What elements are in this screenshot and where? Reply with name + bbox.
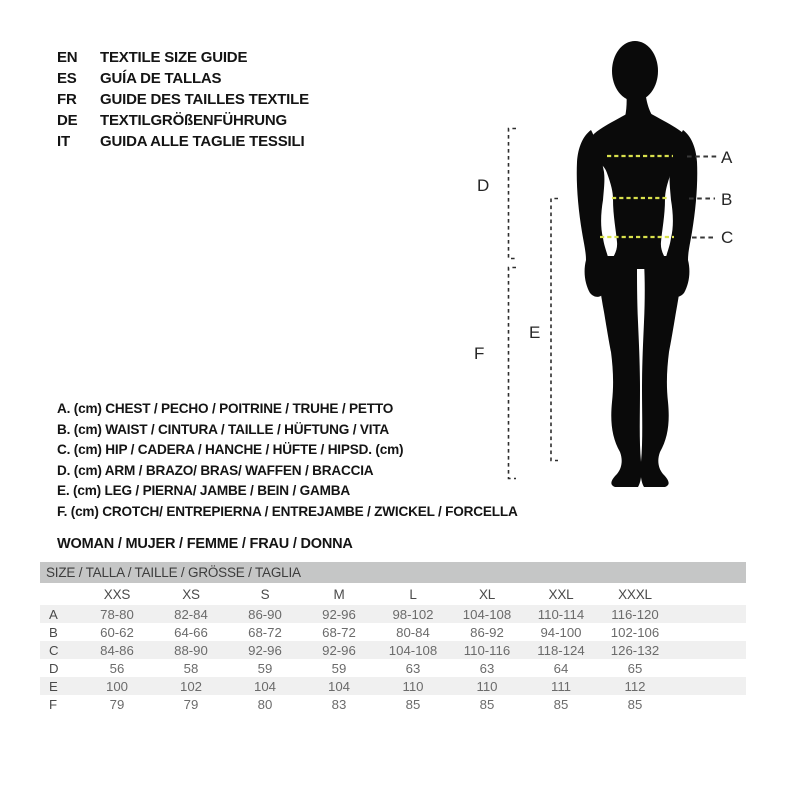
- cell: 80-84: [396, 624, 430, 640]
- size-header-empty: [40, 583, 80, 605]
- cell: 102: [179, 678, 202, 694]
- cell: 92-96: [322, 606, 356, 622]
- cell: 80: [257, 696, 273, 712]
- col-header-filler: [672, 583, 746, 605]
- row-label: A: [49, 606, 58, 622]
- col-header-xxl: XXL: [548, 586, 574, 602]
- row-label: E: [49, 678, 58, 694]
- row-label: D: [49, 660, 59, 676]
- cell: 126-132: [610, 642, 660, 658]
- language-row: [57, 47, 309, 68]
- col-header-s: S: [260, 586, 270, 602]
- label-waist-B: B: [721, 190, 733, 209]
- cell: 79: [183, 696, 199, 712]
- cell: 102-106: [610, 624, 660, 640]
- cell: 60-62: [100, 624, 134, 640]
- language-title: GUIDE DES TAILLES TEXTILE: [100, 91, 309, 108]
- cell-filler: [672, 605, 746, 623]
- col-header-xs: XS: [182, 586, 200, 602]
- col-header-xxxl: XXXL: [618, 586, 652, 602]
- language-title: GUÍA DE TALLAS: [100, 70, 222, 87]
- col-header-xl: XL: [478, 586, 496, 602]
- label-chest-A: A: [721, 148, 733, 167]
- language-title: TEXTILE SIZE GUIDE: [100, 49, 248, 66]
- cell: 86-92: [470, 624, 504, 640]
- cell: 86-90: [248, 606, 282, 622]
- language-code: FR: [57, 91, 77, 108]
- cell: 92-96: [322, 642, 356, 658]
- cell: 85: [627, 696, 643, 712]
- cell: 88-90: [174, 642, 208, 658]
- cell: 104: [327, 678, 350, 694]
- cell-filler: [672, 677, 746, 695]
- table-row-F: [40, 695, 746, 713]
- language-list: [57, 47, 309, 152]
- table-row-B: [40, 623, 746, 641]
- language-row: [57, 110, 309, 131]
- cell: 104: [253, 678, 276, 694]
- cell: 94-100: [540, 624, 582, 640]
- legend-line-hip: C. (cm) HIP / CADERA / HANCHE / HÜFTE / HIPSD. (cm): [57, 442, 404, 458]
- cell: 104-108: [388, 642, 438, 658]
- legend-line-crotch: F. (cm) CROTCH/ ENTREPIERNA / ENTREJAMBE / ZWICKEL / FORCELLA: [57, 503, 518, 519]
- cell-filler: [672, 641, 746, 659]
- cell: 92-96: [248, 642, 282, 658]
- table-row-D: [40, 659, 746, 677]
- language-title: GUIDA ALLE TAGLIE TESSILI: [100, 133, 305, 150]
- cell: 118-124: [537, 642, 585, 658]
- language-code: ES: [57, 70, 77, 87]
- measurement-legend: [57, 399, 518, 523]
- col-header-l: L: [409, 586, 417, 602]
- label-leg-E: E: [529, 323, 541, 342]
- cell: 63: [479, 660, 495, 676]
- label-arm-D: D: [477, 176, 490, 195]
- language-code: IT: [57, 133, 70, 150]
- cell: 65: [627, 660, 643, 676]
- cell: 83: [331, 696, 347, 712]
- table-row-E: [40, 677, 746, 695]
- cell: 85: [553, 696, 569, 712]
- language-code: EN: [57, 49, 78, 66]
- cell: 110-114: [537, 606, 585, 622]
- col-header-m: M: [333, 586, 345, 602]
- cell: 63: [405, 660, 421, 676]
- size-table: [40, 583, 746, 713]
- cell: 110: [476, 678, 498, 694]
- cell: 84-86: [100, 642, 134, 658]
- col-header-xxs: XXS: [103, 586, 131, 602]
- cell: 64: [553, 660, 569, 676]
- cell: 64-66: [174, 624, 208, 640]
- cell: 85: [405, 696, 421, 712]
- cell: 100: [105, 678, 128, 694]
- table-row-A: [40, 605, 746, 623]
- cell: 58: [183, 660, 199, 676]
- cell: 68-72: [322, 624, 356, 640]
- cell: 116-120: [611, 606, 659, 622]
- cell: 78-80: [100, 606, 134, 622]
- cell-filler: [672, 659, 746, 677]
- row-label: C: [49, 642, 59, 658]
- cell: 56: [109, 660, 125, 676]
- cell: 104-108: [462, 606, 512, 622]
- cell: 111: [550, 678, 572, 694]
- cell: 68-72: [248, 624, 282, 640]
- row-label: F: [49, 696, 58, 712]
- label-hip-C: C: [721, 228, 734, 247]
- cell: 98-102: [392, 606, 434, 622]
- legend-line-waist: B. (cm) WAIST / CINTURA / TAILLE / HÜFTUNG / VITA: [57, 421, 390, 437]
- legend-line-chest: A. (cm) CHEST / PECHO / POITRINE / TRUHE / PETTO: [57, 401, 394, 416]
- size-header-row: [40, 583, 746, 605]
- cell: 110-116: [463, 642, 511, 658]
- cell: 82-84: [174, 606, 208, 622]
- cell: 59: [331, 660, 347, 676]
- gender-heading: WOMAN / MUJER / FEMME / FRAU / DONNA: [57, 536, 353, 552]
- language-row: [57, 131, 309, 152]
- cell-filler: [672, 695, 746, 713]
- language-row: [57, 68, 309, 89]
- table-row-C: [40, 641, 746, 659]
- language-row: [57, 89, 309, 110]
- language-title: TEXTILGRÖßENFÜHRUNG: [100, 112, 288, 129]
- size-table-title-bar: SIZE / TALLA / TAILLE / GRÖSSE / TAGLIA: [40, 562, 746, 583]
- legend-line-leg: E. (cm) LEG / PIERNA/ JAMBE / BEIN / GAMBA: [57, 483, 350, 499]
- cell: 59: [257, 660, 273, 676]
- cell: 79: [109, 696, 125, 712]
- row-label: B: [49, 624, 58, 640]
- cell: 85: [479, 696, 495, 712]
- size-table-section: [40, 562, 746, 713]
- legend-line-arm: D. (cm) ARM / BRAZO/ BRAS/ WAFFEN / BRACCIA: [57, 462, 374, 478]
- cell: 110: [402, 678, 424, 694]
- language-code: DE: [57, 112, 78, 129]
- woman-silhouette: [577, 41, 698, 487]
- leg-length-bracket: [551, 199, 558, 461]
- arm-length-bracket: [509, 129, 517, 259]
- label-crotch-F: F: [474, 344, 485, 363]
- cell-filler: [672, 623, 746, 641]
- cell: 112: [624, 678, 646, 694]
